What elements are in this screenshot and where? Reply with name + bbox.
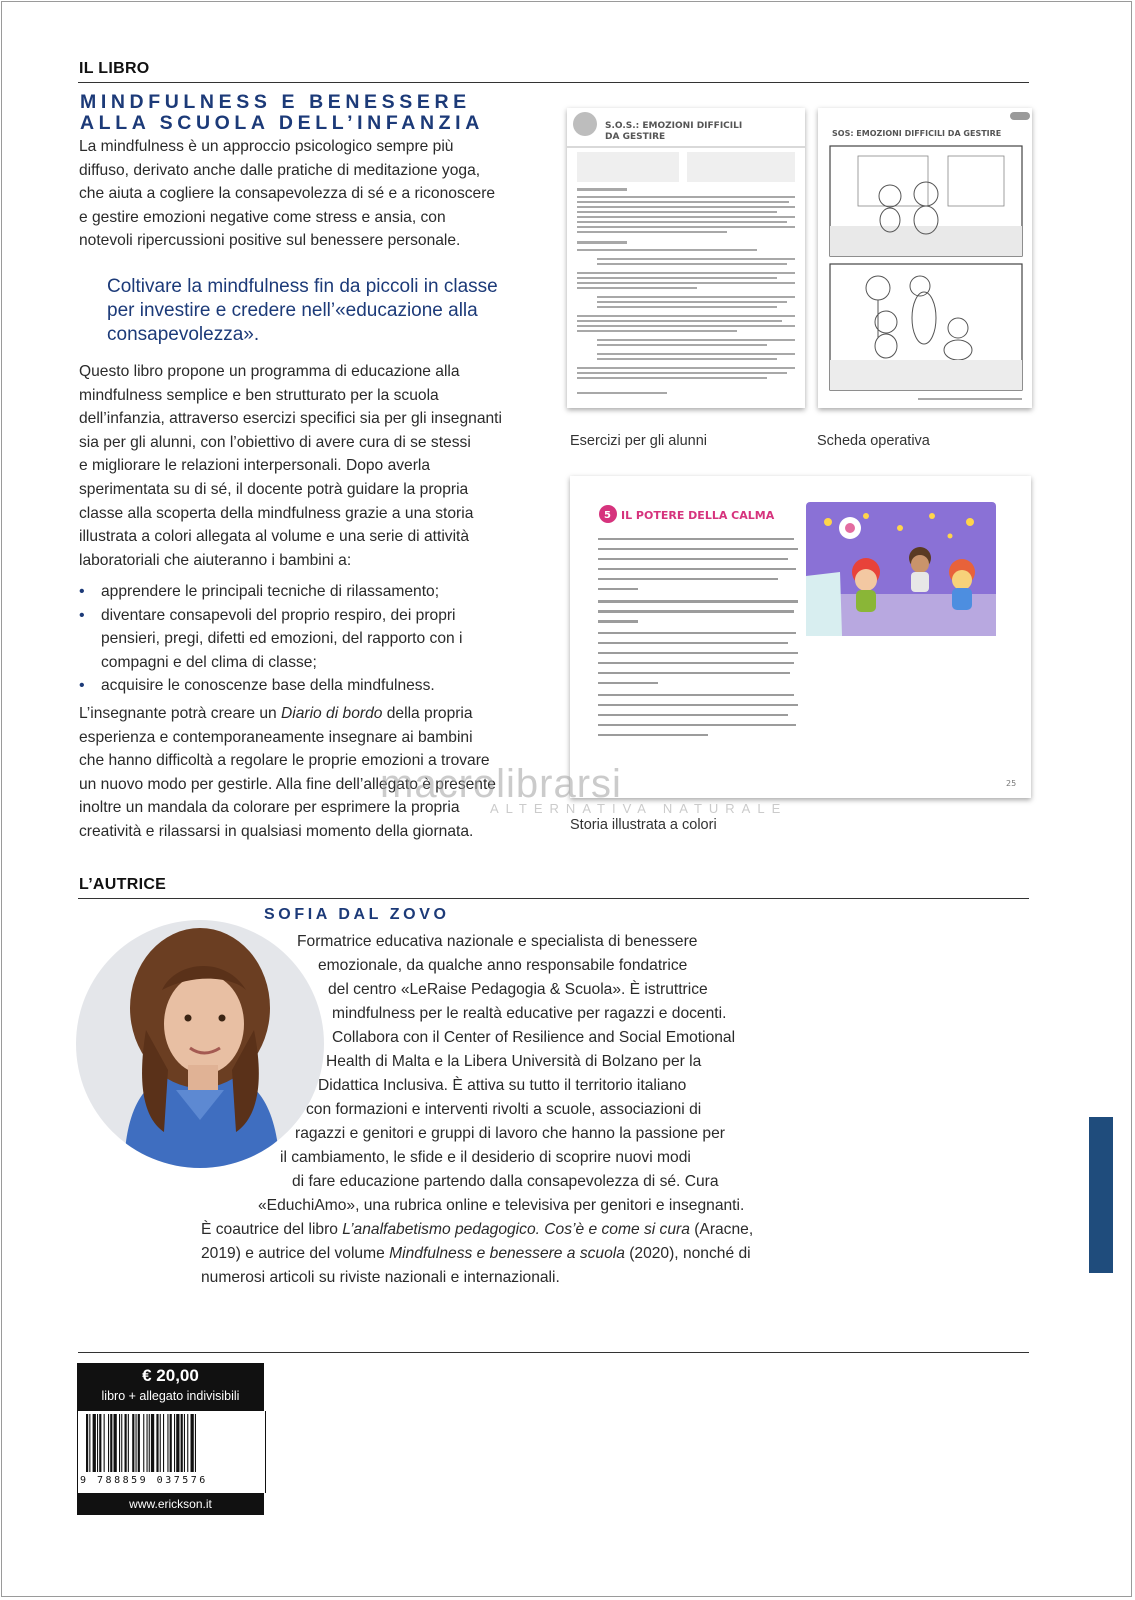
book-intro [79, 135, 549, 253]
bio-line: Health di Malta e la Libera Università di Bolzano per la [326, 1053, 702, 1070]
intro-line: che aiuta a cogliere la consapevolezza di sé e a riconoscere [79, 185, 496, 203]
price-note: libro + allegato indivisibili [101, 1389, 240, 1403]
preview-worksheet-page [818, 108, 1032, 408]
barcode-bar [151, 1414, 154, 1472]
barcode-bar [128, 1414, 129, 1472]
preview-exercises-page [567, 108, 805, 408]
bio-line: di fare educazione partendo dalla consapevolezza di sé. Cura [292, 1173, 719, 1190]
barcode-bar [132, 1414, 134, 1472]
preview-story-spread [570, 476, 1031, 798]
price-box [77, 1363, 264, 1411]
barcode-bar [181, 1414, 183, 1472]
section-label-book: IL LIBRO [79, 60, 150, 77]
closing-text: della propria [382, 705, 473, 722]
bio-line: numerosi articoli su riviste nazionali e internazionali. [201, 1269, 560, 1286]
bio-line: «EduchiAmo», una rubrica online e televisiva per genitori e insegnanti. [258, 1197, 745, 1214]
watermark-tagline: ALTERNATIVA NATURALE [490, 801, 788, 816]
quote-line: Coltivare la mindfulness fin da piccoli in classe [107, 276, 498, 297]
barcode-bar [143, 1414, 144, 1472]
exercises-page-subtitle: DA GESTIRE [605, 132, 666, 142]
isbn-digits: 9 788859 037576 [80, 1475, 208, 1486]
story-title: IL POTERE DELLA CALMA [621, 509, 775, 522]
story-spread-illustration [570, 476, 1031, 798]
bio-line [201, 1218, 753, 1242]
exercises-page-title: S.O.S.: EMOZIONI DIFFICILI [605, 121, 743, 131]
bio-line: emozionale, da qualche anno responsabile fondatrice [318, 957, 688, 974]
barcode-bar [119, 1414, 120, 1472]
barcode-bar [156, 1414, 158, 1472]
list-item: • apprendere le principali tecniche di rilassamento; [79, 580, 544, 604]
avatar [76, 920, 324, 1168]
barcode-bars [84, 1414, 269, 1478]
barcode-bar [147, 1414, 148, 1472]
caption-exercises: Esercizi per gli alunni [570, 433, 708, 449]
barcode-bar [97, 1414, 98, 1472]
intro-line: e gestire emozioni negative come stress e ansia, con [79, 208, 446, 226]
barcode-bar [93, 1414, 96, 1472]
barcode-bar [149, 1414, 150, 1472]
barcode-bar [99, 1414, 101, 1472]
bio-line: ragazzi e genitori e gruppi di lavoro che hanno la passione per [295, 1125, 725, 1142]
barcode-bar [125, 1414, 127, 1472]
closing-text: L’insegnante potrà creare un [79, 705, 281, 722]
worksheet-page-illustration [818, 108, 1032, 408]
book-title-line-1: MINDFULNESS E BENESSERE [80, 91, 471, 113]
bio-line: con formazioni e interventi rivolti a scuole, associazioni di [306, 1101, 702, 1118]
book-title-line-2: ALLA SCUOLA DELL’INFANZIA [80, 112, 484, 134]
bio-text: 2019) e autrice del volume [201, 1245, 390, 1262]
closing-line: creatività e rilassarsi in qualsiasi momento della giornata. [79, 822, 474, 840]
bio-line: Collabora con il Center of Resilience and Social Emotional [332, 1029, 736, 1046]
barcode-bar [108, 1414, 109, 1472]
exercises-page-illustration [567, 108, 805, 408]
closing-line: esperienza e contemporaneamente insegnare ai bambini [79, 728, 473, 746]
body-line: classe alla scoperta della mindfulness grazie a una storia [79, 504, 474, 522]
barcode-bar [114, 1414, 117, 1472]
bio-text: (Aracne, [689, 1221, 754, 1238]
publisher-website: www.erickson.it [77, 1493, 264, 1515]
barcode-bar [174, 1414, 175, 1472]
body-line: e migliorare le relazioni interpersonali. Dopo averla [79, 457, 431, 475]
bio-book-title: Mindfulness e benessere a scuola [389, 1245, 625, 1262]
barcode-bar [136, 1414, 137, 1472]
section-divider-book [78, 82, 1029, 83]
book-description [79, 360, 549, 572]
list-item-line: pensieri, pregi, difetti ed emozioni, del rapporto con i [101, 630, 463, 648]
body-line: laboratoriali che aiuteranno i bambini a: [79, 551, 352, 569]
barcode-bar [104, 1414, 105, 1472]
diary-title: Diario di bordo [281, 705, 383, 722]
section-divider-bottom [78, 1352, 1029, 1353]
quote-line: consapevolezza». [107, 324, 260, 345]
barcode-bar [187, 1414, 188, 1472]
bio-line: il cambiamento, le sfide e il desiderio di scoprire nuovi modi [280, 1149, 691, 1166]
author-portrait [76, 920, 324, 1168]
bio-text: È coautrice del libro [201, 1221, 343, 1238]
bio-line: Formatrice educativa nazionale e specialista di benessere [297, 933, 698, 950]
barcode-bar [167, 1414, 168, 1472]
bio-line [201, 1242, 751, 1266]
barcode-bar [110, 1414, 112, 1472]
caption-story: Storia illustrata a colori [570, 817, 717, 833]
list-item [79, 604, 544, 675]
quote-line: per investire e credere nell’«educazione alla [107, 300, 478, 321]
body-line: sia per gli alunni, con l’obiettivo di avere cura di se stessi [79, 433, 471, 451]
list-item-line: compagni e del clima di classe; [101, 653, 317, 671]
closing-line: che hanno difficoltà a regolare le proprie emozioni a trovare [79, 752, 490, 770]
intro-line: La mindfulness è un approccio psicologico sempre più [79, 138, 454, 155]
barcode-bar [121, 1414, 122, 1472]
body-line: sperimentata su di sé, il docente potrà guidare la propria [79, 480, 469, 498]
author-name: SOFIA DAL ZOVO [264, 906, 450, 923]
book-closing [79, 702, 549, 844]
benefits-list [79, 580, 544, 698]
closing-line: un nuovo modo per gestirle. Alla fine dell’allegato è presente [79, 775, 496, 793]
barcode-bar [195, 1414, 196, 1472]
bio-line: del centro «LeRaise Pedagogia & Scuola». È istruttrice [328, 981, 708, 998]
barcode-bar [191, 1414, 194, 1472]
bio-line: Didattica Inclusiva. È attiva su tutto il territorio italiano [318, 1077, 687, 1094]
body-line: dell’infanzia, attraverso esercizi specifici sia per gli insegnanti [79, 410, 502, 428]
caption-worksheet: Scheda operativa [817, 433, 930, 449]
book-quote [107, 275, 547, 347]
barcode-bar [184, 1414, 185, 1472]
story-page-number: 25 [1006, 779, 1017, 788]
bio-line: mindfulness per le realtà educative per ragazzi e docenti. [332, 1005, 727, 1022]
list-item: • acquisire le conoscenze base della mindfulness. [79, 674, 544, 698]
barcode-bar [163, 1414, 164, 1472]
closing-line: inoltre un mandala da colorare per esprimere la propria [79, 799, 460, 817]
body-line: illustrata a colori allegata al volume e una serie di attività [79, 528, 470, 546]
bio-book-title: L’analfabetismo pedagogico. Cos’è e come si cura [342, 1221, 690, 1238]
barcode-bar [89, 1414, 90, 1472]
section-label-author: L’AUTRICE [79, 876, 167, 893]
watermark-brand: macrolibrarsi [380, 762, 622, 806]
story-number: 5 [604, 510, 611, 521]
intro-line: notevoli ripercussioni positive sul benessere personale. [79, 232, 461, 250]
intro-line: diffuso, derivato anche dalle pratiche di meditazione yoga, [79, 161, 481, 179]
barcode-bar [170, 1414, 172, 1472]
barcode-bar [160, 1414, 161, 1472]
barcode-bar [86, 1414, 88, 1472]
barcode-bar [176, 1414, 179, 1472]
worksheet-page-title: SOS: EMOZIONI DIFFICILI DA GESTIRE [832, 129, 1002, 138]
list-item-line: diventare consapevoli del proprio respiro, dei propri [101, 606, 456, 624]
barcode-bar [138, 1414, 140, 1472]
body-line: Questo libro propone un programma di educazione alla [79, 363, 460, 380]
side-tab [1089, 1117, 1113, 1273]
book-title [80, 92, 484, 134]
body-line: mindfulness semplice e ben strutturato per la scuola [79, 386, 439, 404]
bio-text: (2020), nonché di [624, 1245, 751, 1262]
price: € 20,00 [142, 1366, 199, 1385]
section-divider-author [78, 898, 1029, 899]
